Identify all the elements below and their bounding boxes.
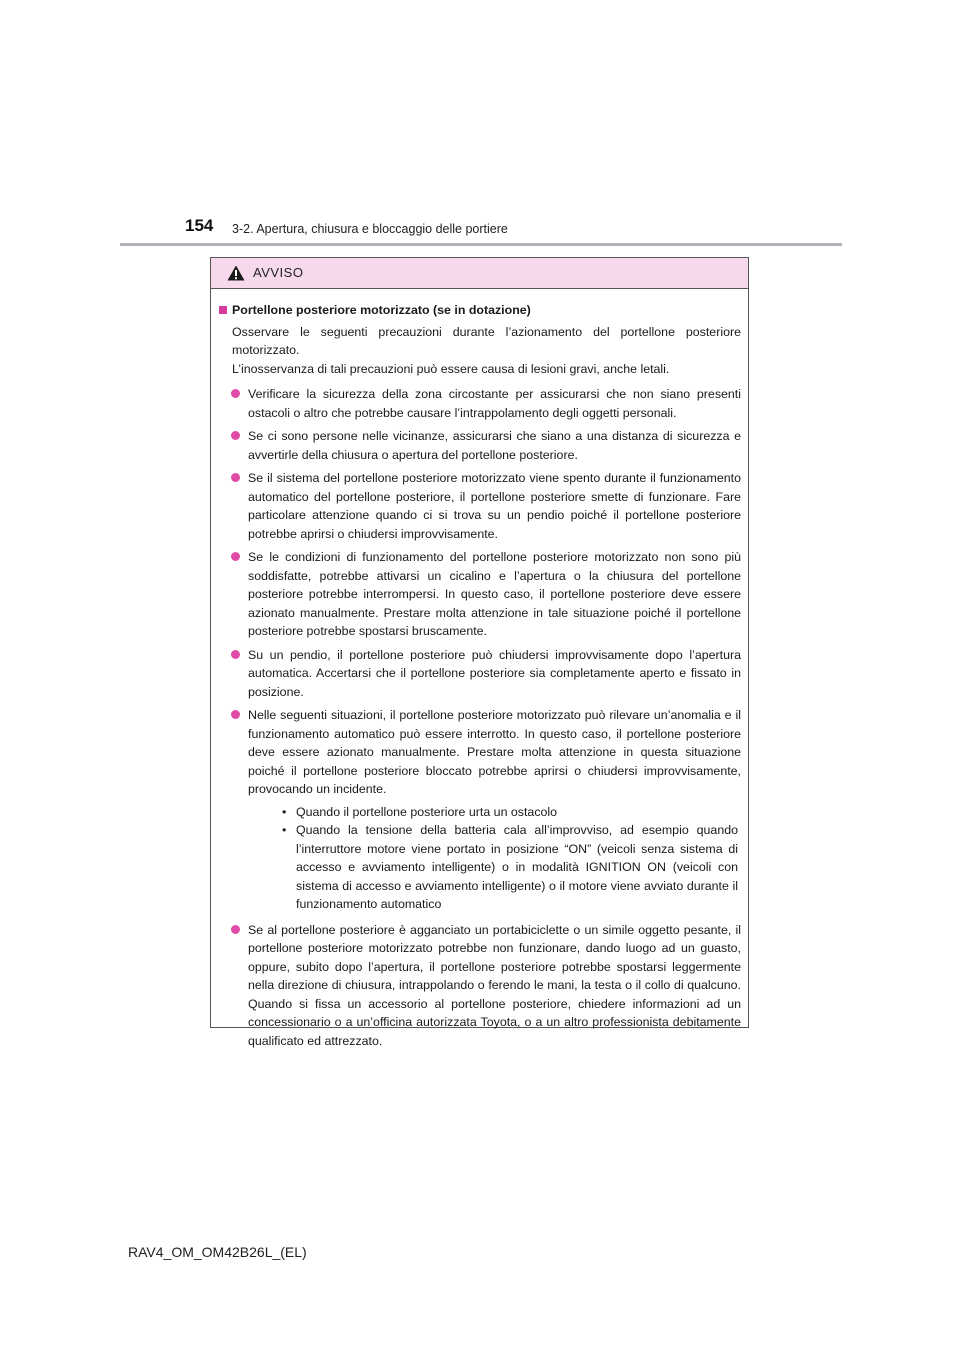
dot-bullet-icon (231, 431, 240, 440)
dot-bullet-icon (231, 925, 240, 934)
section-title: 3-2. Apertura, chiusura e bloccaggio delle portiere (232, 222, 508, 236)
warning-box (210, 257, 749, 1048)
warning-triangle-icon (227, 265, 245, 281)
list-item (219, 706, 741, 916)
dot-bullet-icon (231, 552, 240, 561)
dot-bullet-icon (231, 389, 240, 398)
bullet-text: Se il sistema del portellone posteriore motorizzato viene spento durante il funzionamento automatico del portellone posteriore, il portellone posteriore smette di funzionare. Fare particolare attenzione quando ci si trova su un pendio poiché il portellone posteriore potrebbe aprirsi o chiudersi improvvisamente. (248, 471, 741, 541)
bullet-text: Verificare la sicurezza della zona circostante per assicurarsi che non siano presenti ostacoli o altro che potrebbe causare l’intrappolamento degli oggetti personali. (248, 387, 741, 420)
sub-item-text: Quando il portellone posteriore urta un ostacolo (296, 804, 558, 819)
header-rule (120, 243, 842, 246)
subheading (219, 301, 741, 320)
list-item (219, 427, 741, 464)
list-item (219, 921, 741, 1051)
bullet-text: Su un pendio, il portellone posteriore può chiudersi improvvisamente dopo l’apertura automatica. Accertarsi che il portellone posteriore sia completamente aperto e fissato in posizione. (248, 647, 741, 699)
dot-bullet-icon (231, 710, 240, 719)
sub-bullet-marker: • (282, 804, 287, 819)
subheading-text: Portellone posteriore motorizzato (se in dotazione) (232, 303, 531, 317)
bullet-text: Se le condizioni di funzionamento del portellone posteriore motorizzato non sono più soddisfatte, potrebbe attivarsi un cicalino e l’apertura o la chiusura del portellone posteriore potrebbe interrompersi. In questo caso, il portellone posteriore deve essere azionato manualmente. Prestare molta attenzione in tale situazione poiché il portellone posteriore potrebbe spostarsi bruscamente. (248, 550, 741, 638)
footer-code: RAV4_OM_OM42B26L_(EL) (128, 1244, 307, 1260)
bullet-list (219, 385, 741, 1050)
bullet-text: Se al portellone posteriore è agganciato un portabiciclette o un simile oggetto pesante, il portellone posteriore motorizzato potrebbe non funzionare, dando luogo ad un guasto, oppure, subito dopo l’apertura, il portellone posteriore potrebbe spostarsi leggermente nella direzione di chiusura, intrappolando o ferendo le mani, la testa o il collo di qualcuno. Quando si fissa un accessorio al portellone posteriore, chiedere informazioni ad un concessionario o a un’officina autorizzata Toyota, o a un altro professionista debitamente qualificato ed attrezzato. (248, 922, 741, 1048)
warning-title: AVVISO (253, 265, 304, 280)
sub-list (272, 803, 741, 914)
sub-bullet-marker: • (282, 823, 287, 837)
sub-list-item (272, 803, 741, 822)
warning-body (211, 289, 748, 1050)
page-number: 154 (185, 216, 214, 235)
sub-list-item (272, 821, 741, 914)
sub-item-text: Quando la tensione della batteria cala all’improvviso, ad esempio quando l’interruttore motore viene portato in posizione “ON” (veicoli senza sistema di accesso e avviamento intelligente) o in modalità IGNITION ON (veicoli con sistema di accesso e avviamento intelligente) o il motore viene avviato durante il funzionamento automatico (296, 823, 738, 911)
list-item (219, 469, 741, 543)
square-bullet-icon (219, 306, 227, 314)
intro-text: Osservare le seguenti precauzioni durante l’azionamento del portellone posteriore motorizzato. L’inosservanza di tali precauzioni può essere causa di lesioni gravi, anche letali. (232, 324, 741, 376)
bullet-paragraph: Nelle seguenti situazioni, il portellone posteriore motorizzato può rilevare un’anomalia e il funzionamento automatico può essere interrotto. In questo caso, il portellone posteriore deve essere azionato manualmente. Prestare molta attenzione in questa situazione poiché il portellone posteriore bloccato potrebbe aprirsi o chiudersi improvvisamente, provocando un incidente. (248, 708, 741, 796)
bullet-text (248, 706, 741, 916)
warning-header (211, 258, 748, 289)
dot-bullet-icon (231, 473, 240, 482)
list-item (219, 646, 741, 702)
list-item (219, 548, 741, 641)
bullet-text: Se ci sono persone nelle vicinanze, assicurarsi che siano a una distanza di sicurezza e avvertirle della chiusura o apertura del portellone posteriore. (248, 429, 741, 462)
list-item (219, 385, 741, 422)
dot-bullet-icon (231, 650, 240, 659)
